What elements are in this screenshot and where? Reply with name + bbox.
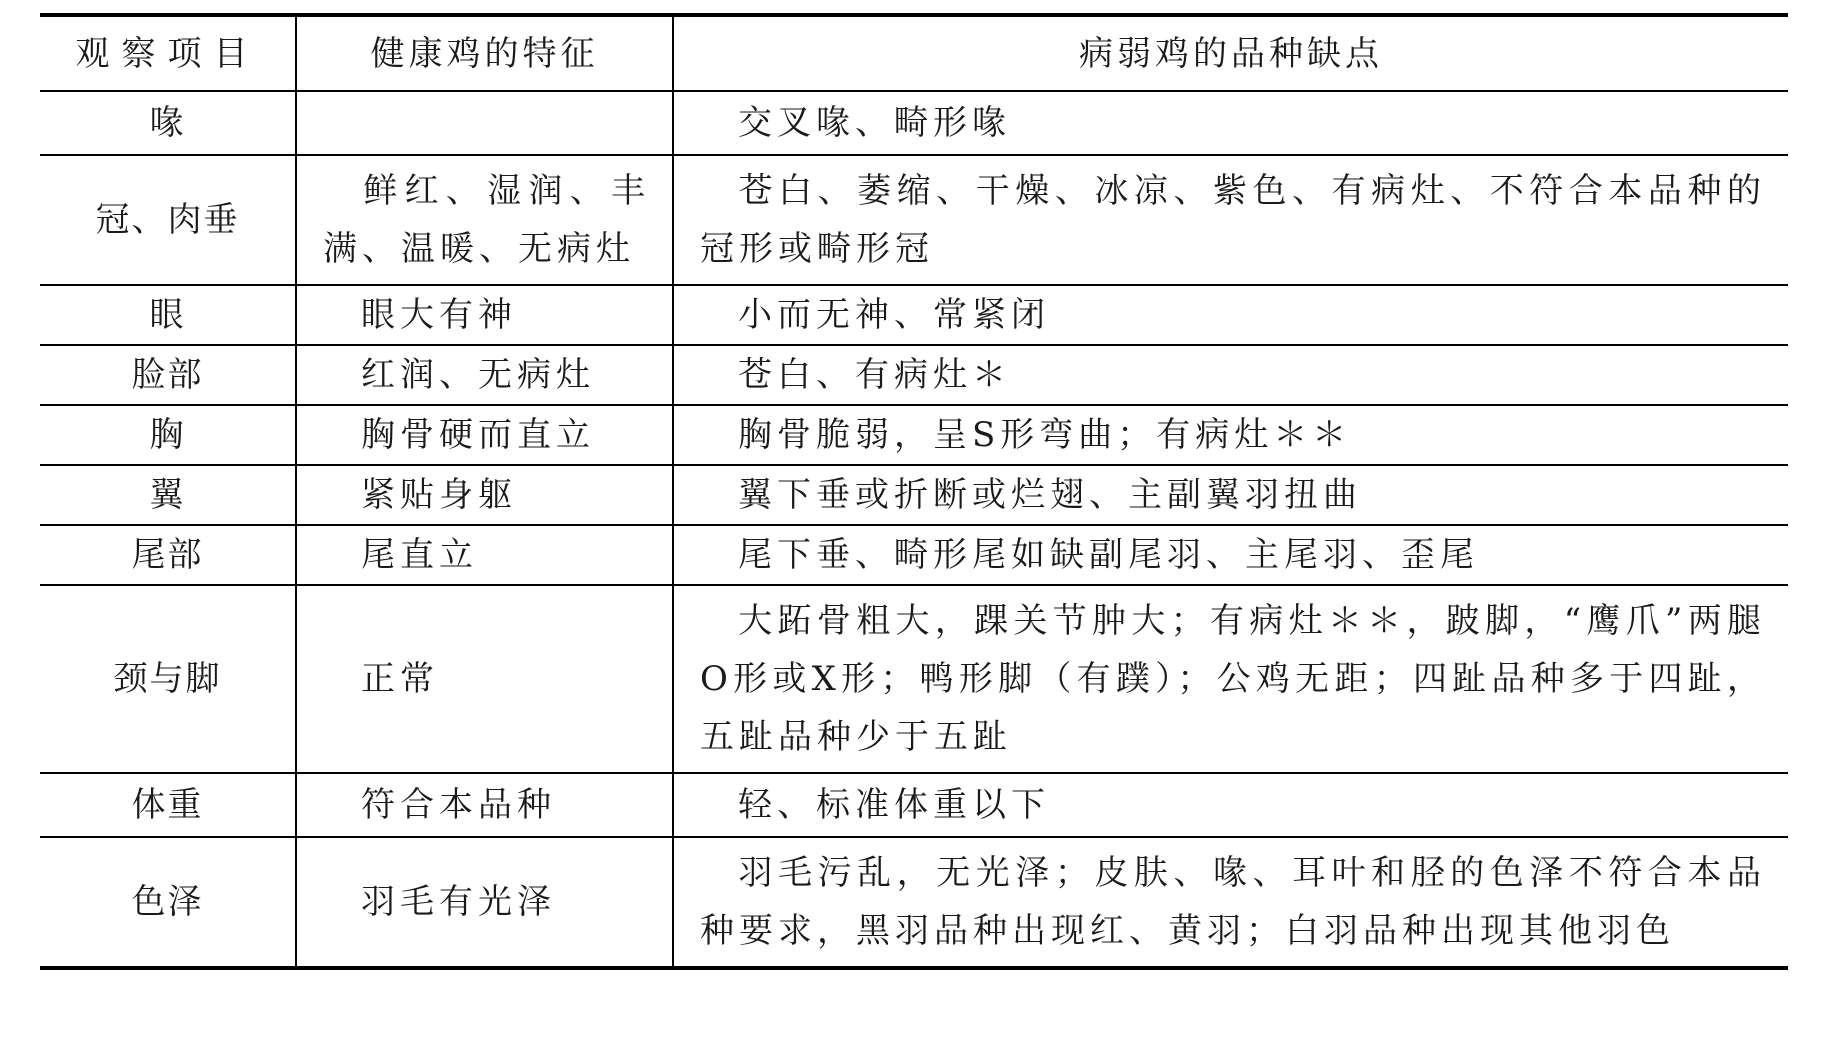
healthy-text: 紧贴身躯 bbox=[361, 475, 517, 515]
table-row-neck-feet bbox=[40, 585, 1788, 773]
defect-cell bbox=[673, 285, 1788, 345]
healthy-text: 胸骨硬而直立 bbox=[361, 415, 595, 455]
defect-cell bbox=[673, 773, 1788, 837]
item-cell: 胸 bbox=[149, 415, 186, 455]
healthy-cell bbox=[296, 773, 673, 837]
table-row-comb bbox=[40, 155, 1788, 285]
chicken-health-table-container bbox=[40, 13, 1788, 970]
item-cell: 脸部 bbox=[131, 355, 204, 395]
table-row-color bbox=[40, 837, 1788, 968]
defect-cell bbox=[673, 91, 1788, 155]
defect-text: 大跖骨粗大，踝关节肿大；有病灶＊＊，跛脚，“鹰爪”两腿O形或X形；鸭形脚（有蹼）；公鸡无距；四趾品种多于四趾，五趾品种少于五趾 bbox=[700, 601, 1766, 757]
table-row-weight bbox=[40, 773, 1788, 837]
defect-text: 胸骨脆弱，呈S形弯曲；有病灶＊＊ bbox=[738, 415, 1352, 455]
item-cell: 眼 bbox=[149, 295, 186, 335]
header-healthy: 健康鸡的特征 bbox=[296, 15, 673, 91]
healthy-text: 眼大有神 bbox=[361, 295, 517, 335]
item-cell: 冠、肉垂 bbox=[95, 200, 240, 240]
defect-cell bbox=[673, 585, 1788, 773]
item-cell: 体重 bbox=[131, 785, 204, 825]
defect-cell bbox=[673, 345, 1788, 405]
table-header-row bbox=[40, 15, 1788, 91]
defect-cell bbox=[673, 155, 1788, 285]
defect-cell bbox=[673, 837, 1788, 968]
item-cell: 喙 bbox=[149, 103, 186, 143]
table-row-wing bbox=[40, 465, 1788, 525]
healthy-text: 鲜红、湿润、丰满、温暖、无病灶 bbox=[323, 171, 650, 269]
item-cell: 颈与脚 bbox=[113, 659, 222, 699]
item-cell: 色泽 bbox=[131, 882, 204, 922]
table-row-face bbox=[40, 345, 1788, 405]
healthy-cell bbox=[296, 155, 673, 285]
defect-cell bbox=[673, 465, 1788, 525]
table-row-tail bbox=[40, 525, 1788, 585]
defect-text: 羽毛污乱，无光泽；皮肤、喙、耳叶和胫的色泽不符合本品种要求，黑羽品种出现红、黄羽；白羽品种出现其他羽色 bbox=[700, 853, 1766, 951]
header-item: 观察项目 bbox=[75, 33, 260, 74]
defect-text: 轻、标准体重以下 bbox=[738, 785, 1050, 825]
defect-text: 小而无神、常紧闭 bbox=[738, 295, 1050, 335]
item-cell: 翼 bbox=[149, 475, 186, 515]
item-cell: 尾部 bbox=[131, 535, 204, 575]
healthy-text: 正常 bbox=[361, 659, 439, 699]
healthy-cell bbox=[296, 837, 673, 968]
defect-text: 尾下垂、畸形尾如缺副尾羽、主尾羽、歪尾 bbox=[738, 535, 1479, 575]
healthy-cell bbox=[296, 525, 673, 585]
healthy-cell bbox=[296, 345, 673, 405]
healthy-cell bbox=[296, 91, 673, 155]
header-defect: 病弱鸡的品种缺点 bbox=[673, 15, 1788, 91]
defect-text: 苍白、萎缩、干燥、冰凉、紫色、有病灶、不符合本品种的冠形或畸形冠 bbox=[700, 171, 1766, 269]
healthy-text: 羽毛有光泽 bbox=[361, 882, 556, 922]
healthy-cell bbox=[296, 405, 673, 465]
defect-text: 交叉喙、畸形喙 bbox=[738, 103, 1011, 143]
table-row-chest bbox=[40, 405, 1788, 465]
healthy-text: 符合本品种 bbox=[361, 785, 556, 825]
healthy-text: 尾直立 bbox=[361, 535, 478, 575]
defect-cell bbox=[673, 525, 1788, 585]
defect-text: 苍白、有病灶＊ bbox=[738, 355, 1011, 395]
defect-text: 翼下垂或折断或烂翅、主副翼羽扭曲 bbox=[738, 475, 1362, 515]
healthy-cell bbox=[296, 585, 673, 773]
table-row-beak bbox=[40, 91, 1788, 155]
healthy-cell bbox=[296, 465, 673, 525]
table-row-eye bbox=[40, 285, 1788, 345]
defect-cell bbox=[673, 405, 1788, 465]
healthy-text: 红润、无病灶 bbox=[361, 355, 595, 395]
healthy-cell bbox=[296, 285, 673, 345]
chicken-health-table bbox=[40, 13, 1788, 970]
